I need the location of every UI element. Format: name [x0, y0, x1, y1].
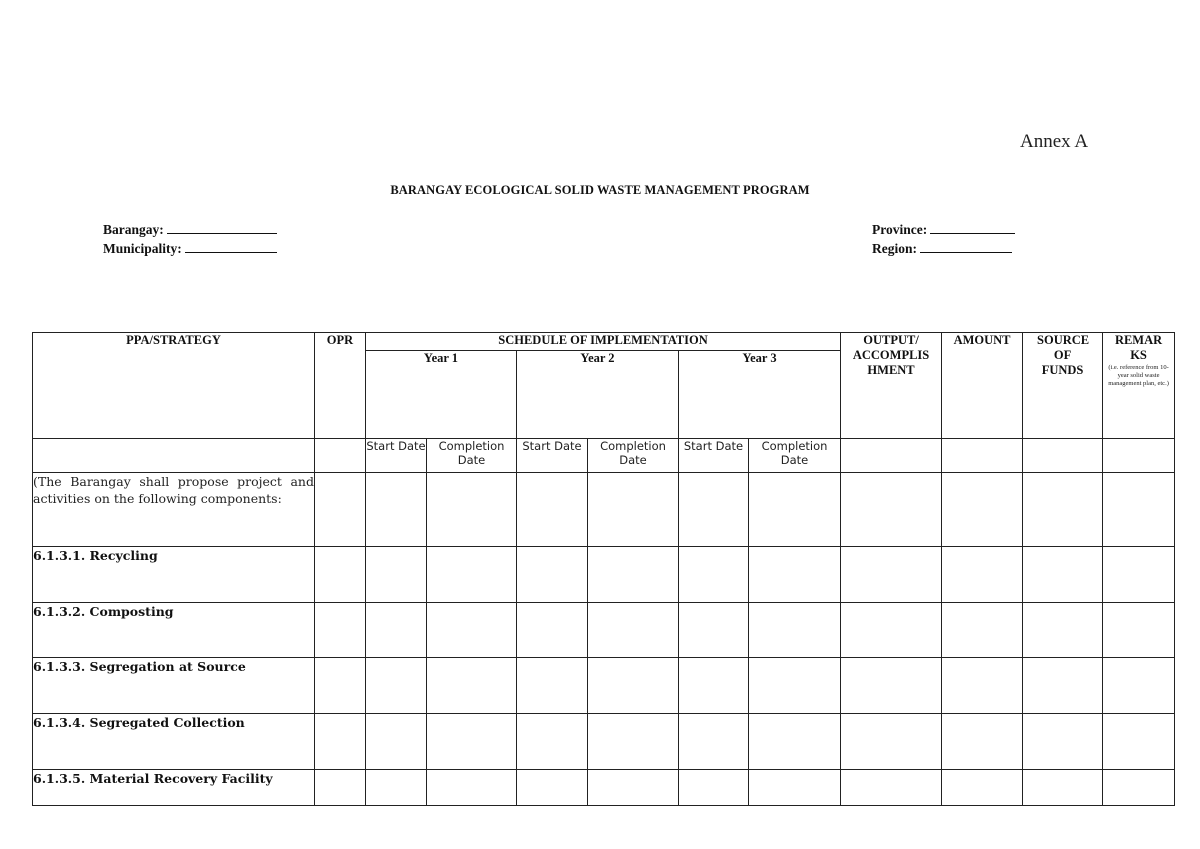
program-table	[32, 332, 1175, 806]
cell[interactable]	[749, 658, 841, 714]
table-row	[33, 603, 1175, 658]
region-label: Region:	[872, 241, 917, 256]
cell[interactable]	[1023, 603, 1103, 658]
year1-completion-date-label: Completion Date	[427, 439, 517, 473]
cell[interactable]	[749, 714, 841, 770]
cell[interactable]	[749, 770, 841, 806]
cell[interactable]	[1023, 473, 1103, 547]
cell[interactable]	[749, 473, 841, 547]
cell	[942, 439, 1023, 473]
barangay-field	[103, 221, 277, 238]
cell[interactable]	[517, 714, 588, 770]
cell[interactable]	[427, 658, 517, 714]
municipality-blank	[185, 240, 277, 253]
cell[interactable]	[1103, 658, 1175, 714]
header-year-1: Year 1	[366, 351, 517, 439]
cell[interactable]	[942, 603, 1023, 658]
cell[interactable]	[517, 547, 588, 603]
header-source-of-funds: SOURCE OF FUNDS	[1023, 333, 1103, 439]
header-year-2: Year 2	[517, 351, 679, 439]
cell[interactable]	[517, 603, 588, 658]
cell[interactable]	[315, 603, 366, 658]
component-segregation-at-source: 6.1.3.3. Segregation at Source	[33, 658, 315, 714]
cell[interactable]	[1103, 603, 1175, 658]
cell[interactable]	[427, 770, 517, 806]
cell[interactable]	[749, 603, 841, 658]
year3-completion-date-label: Completion Date	[749, 439, 841, 473]
cell[interactable]	[679, 714, 749, 770]
cell[interactable]	[1023, 547, 1103, 603]
municipality-label: Municipality:	[103, 241, 182, 256]
header-opr: OPR	[315, 333, 366, 439]
date-label-row	[33, 439, 1175, 473]
year2-start-date-label: Start Date	[517, 439, 588, 473]
cell[interactable]	[588, 547, 679, 603]
cell[interactable]	[1103, 714, 1175, 770]
cell[interactable]	[679, 770, 749, 806]
table-row	[33, 547, 1175, 603]
table-row	[33, 658, 1175, 714]
cell[interactable]	[1023, 714, 1103, 770]
cell	[315, 439, 366, 473]
cell[interactable]	[315, 547, 366, 603]
year2-completion-date-label: Completion Date	[588, 439, 679, 473]
barangay-blank	[167, 221, 277, 234]
component-recycling: 6.1.3.1. Recycling	[33, 547, 315, 603]
barangay-label: Barangay:	[103, 222, 164, 237]
cell[interactable]	[679, 603, 749, 658]
remarks-note: (i.e. reference from 10-year solid waste management plan, etc.)	[1108, 364, 1169, 387]
header-amount: AMOUNT	[942, 333, 1023, 439]
cell[interactable]	[679, 473, 749, 547]
header-output: OUTPUT/ ACCOMPLIS HMENT	[841, 333, 942, 439]
cell[interactable]	[749, 547, 841, 603]
annex-label: Annex A	[1020, 131, 1089, 152]
cell[interactable]	[1103, 473, 1175, 547]
cell[interactable]	[588, 473, 679, 547]
cell[interactable]	[315, 658, 366, 714]
header-remarks	[1103, 333, 1175, 439]
table-row	[33, 770, 1175, 806]
cell[interactable]	[1103, 770, 1175, 806]
cell[interactable]	[679, 547, 749, 603]
cell[interactable]	[427, 473, 517, 547]
cell[interactable]	[588, 714, 679, 770]
cell[interactable]	[841, 770, 942, 806]
cell[interactable]	[841, 658, 942, 714]
component-material-recovery-facility: 6.1.3.5. Material Recovery Facility	[33, 770, 315, 806]
intro-text: (The Barangay shall propose project and activities on the following components:	[33, 473, 315, 547]
cell	[33, 439, 315, 473]
cell[interactable]	[942, 547, 1023, 603]
cell[interactable]	[517, 770, 588, 806]
cell[interactable]	[517, 658, 588, 714]
cell[interactable]	[315, 714, 366, 770]
component-composting: 6.1.3.2. Composting	[33, 603, 315, 658]
cell	[1103, 439, 1175, 473]
cell[interactable]	[942, 714, 1023, 770]
cell[interactable]	[588, 658, 679, 714]
table-row	[33, 714, 1175, 770]
cell	[1023, 439, 1103, 473]
cell[interactable]	[315, 473, 366, 547]
region-blank	[920, 240, 1012, 253]
cell[interactable]	[841, 547, 942, 603]
cell[interactable]	[366, 603, 427, 658]
cell[interactable]	[366, 770, 427, 806]
header-year-3: Year 3	[679, 351, 841, 439]
intro-row	[33, 473, 1175, 547]
cell[interactable]	[841, 473, 942, 547]
region-field	[872, 240, 1012, 257]
cell[interactable]	[427, 714, 517, 770]
component-segregated-collection: 6.1.3.4. Segregated Collection	[33, 714, 315, 770]
province-field	[872, 221, 1015, 238]
header-ppa-strategy: PPA/STRATEGY	[33, 333, 315, 439]
header-schedule: SCHEDULE OF IMPLEMENTATION	[366, 333, 841, 351]
municipality-field	[103, 240, 277, 257]
cell[interactable]	[366, 714, 427, 770]
year1-start-date-label: Start Date	[366, 439, 427, 473]
document-title: BARANGAY ECOLOGICAL SOLID WASTE MANAGEMENT PROGRAM	[390, 183, 810, 197]
cell[interactable]	[427, 547, 517, 603]
cell[interactable]	[588, 603, 679, 658]
cell[interactable]	[1023, 770, 1103, 806]
cell[interactable]	[942, 770, 1023, 806]
cell[interactable]	[942, 473, 1023, 547]
cell[interactable]	[366, 658, 427, 714]
cell[interactable]	[1023, 658, 1103, 714]
province-label: Province:	[872, 222, 928, 237]
remarks-title: REMAR KS	[1114, 333, 1163, 362]
cell[interactable]	[942, 658, 1023, 714]
cell[interactable]	[427, 603, 517, 658]
cell[interactable]	[841, 603, 942, 658]
cell[interactable]	[588, 770, 679, 806]
cell[interactable]	[517, 473, 588, 547]
year3-start-date-label: Start Date	[679, 439, 749, 473]
cell	[841, 439, 942, 473]
cell[interactable]	[841, 714, 942, 770]
cell[interactable]	[366, 473, 427, 547]
cell[interactable]	[679, 658, 749, 714]
province-blank	[930, 221, 1015, 234]
cell[interactable]	[366, 547, 427, 603]
cell[interactable]	[1103, 547, 1175, 603]
cell[interactable]	[315, 770, 366, 806]
